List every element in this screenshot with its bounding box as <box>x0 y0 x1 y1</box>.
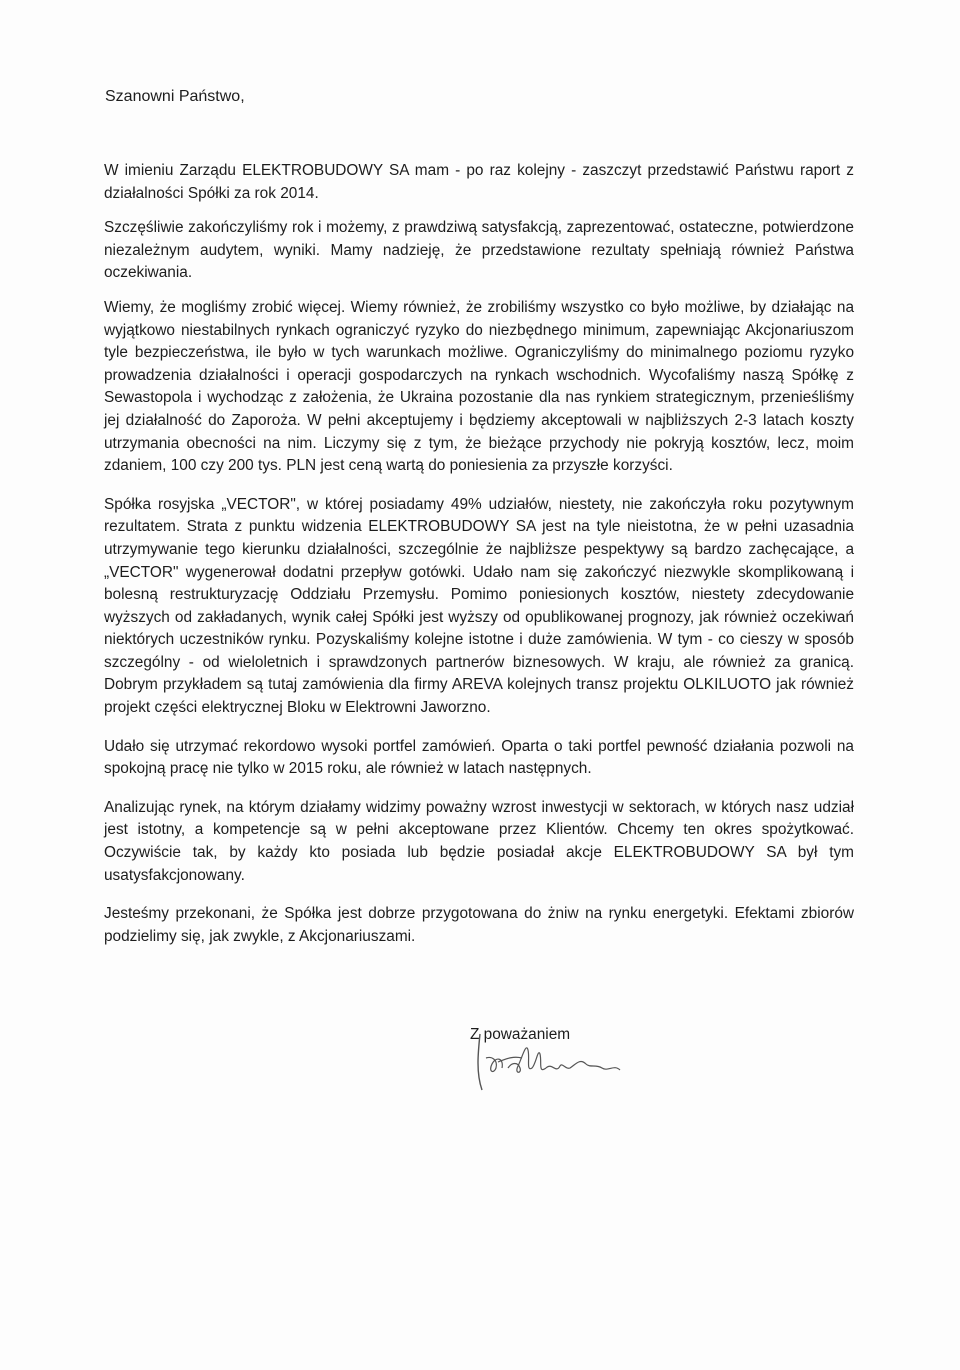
closing-text: Z poważaniem <box>470 1026 571 1043</box>
paragraph-4: Spółka rosyjska „VECTOR", w której posiadamy 49% udziałów, niestety, nie zakończyła roku pozytywnym rezultatem. Strata z punktu widzenia ELEKTROBUDOWY SA jest na tyle nieistotna, że w pełni uzasadnia utrzymywanie tego kierunku działalności, szczególnie że najbliższe pespektywy są bardzo zachęcające, a „VECTOR" wygenerował dodatni przepływ gotówki. Udało nam się zakończyć niezwykle skomplikowaną i bolesną restrukturyzację Oddziału Przemysłu. Pomimo poniesionych kosztów, niestety zdecydowanie wyższych od zakładanych, wynik całej Spółki jest wyższy od opublikowanej prognozy, jak również oczekiwań niektórych uczestników rynku. Pozyskaliśmy kolejne istotne i duże zamówienia. W tym - co cieszy w sposób szczególny - od wieloletnich i sprawdzonych partnerów biznesowych. W kraju, ale również za granicą. Dobrym przykładem są tutaj zamówienia dla firmy AREVA kolejnych transz projektu OLKILUOTO jak również projekt części elektrycznej Bloku w Elektrowni Jaworzno. <box>104 495 854 717</box>
paragraph-1: W imieniu Zarządu ELEKTROBUDOWY SA mam - po raz kolejny - zaszczyt przedstawić Państwu raport z działalności Spółki za rok 2014. <box>104 162 854 202</box>
handwritten-signature <box>462 1028 632 1098</box>
paragraph-5: Udało się utrzymać rekordowo wysoki portfel zamówień. Oparta o taki portfel pewność działania pozwoli na spokojną pracę nie tylko w 2015 roku, ale również w latach następnych. <box>104 737 854 778</box>
paragraph-6: Analizując rynek, na którym działamy widzimy poważny wzrost inwestycji w sektorach, w których nasz udział jest istotny, a kompetencje są w pełni akceptowane przez Klientów. Chcemy ten okres spożytkować. Oczywiście tak, by każdy kto posiada lub będzie posiadał akcje ELEKTROBUDOWY SA był tym usatysfakcjonowany. <box>104 798 854 884</box>
paragraph-3: Wiemy, że mogliśmy zrobić więcej. Wiemy również, że zrobiliśmy wszystko co było możliwe, by działając na wyjątkowo niestabilnych rynkach ograniczyć ryzyko do niezbędnego minimum, zapewniając Akcjonariuszom tyle bezpieczeństwa, ile było w tych warunkach możliwe. Ograniczyliśmy do minimalnego poziomu ryzyko prowadzenia działalności i operacji gospodarczych na rynkach wschodnich. Wycofaliśmy naszą Spółkę z Sewastopola i wychodząc z założenia, że Ukraina pozostanie dla nas rynkiem strategicznym, przenieśliśmy jej działalność do Zaporoża. W pełni akceptujemy i będziemy akceptowali w najbliższych 2-3 latach koszty utrzymania obecności na nim. Liczymy się z tym, że bieżące przychody nie pokryją kosztów, lecz, moim zdaniem, 100 czy 200 tys. PLN jest ceną wartą do poniesienia za przyszłe korzyści. <box>104 298 854 475</box>
salutation: Szanowni Państwo, <box>105 88 245 105</box>
paragraph-2: Szczęśliwie zakończyliśmy rok i możemy, z prawdziwą satysfakcją, zaprezentować, ostateczne, potwierdzone niezależnym audytem, wyniki. Mamy nadzieję, że przedstawione rezultaty spełniają również Państwa oczekiwania. <box>104 219 854 282</box>
letter-body <box>104 160 854 964</box>
paragraph-7: Jesteśmy przekonani, że Spółka jest dobrze przygotowana do żniw na rynku energetyki. Efektami zbiorów podzielimy się, jak zwykle, z Akcjonariuszami. <box>104 905 854 945</box>
